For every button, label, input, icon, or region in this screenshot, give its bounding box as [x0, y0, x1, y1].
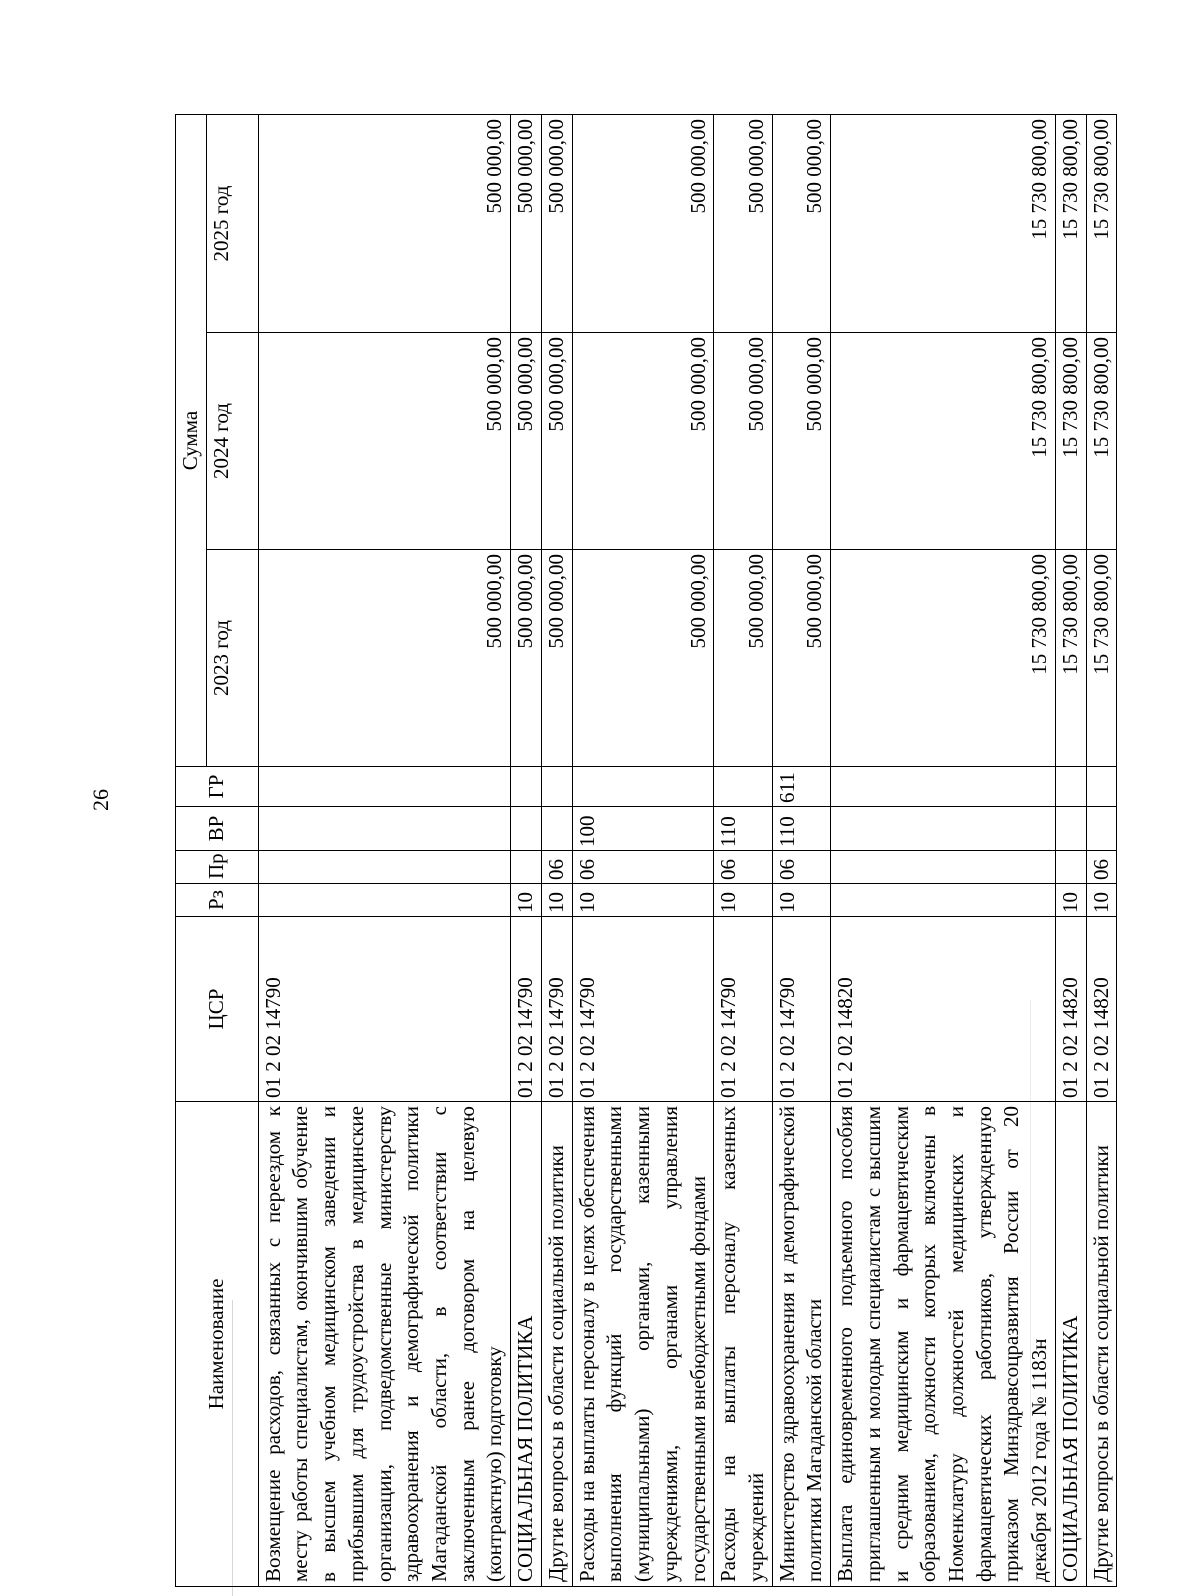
- cell-vr: [258, 807, 510, 851]
- header-sum: Сумма: [176, 114, 207, 766]
- cell-rz: 10: [1086, 884, 1117, 917]
- cell-name: Министерство здравоохранения и демографической политики Магаданской области: [772, 1102, 830, 1587]
- cell-csr: 01 2 02 14790: [772, 917, 830, 1102]
- cell-csr: 01 2 02 14790: [541, 917, 572, 1102]
- cell-2023: 500 000,00: [511, 550, 542, 767]
- cell-rz: 10: [714, 884, 772, 917]
- cell-csr: 01 2 02 14790: [572, 917, 714, 1102]
- cell-name: Расходы на выплаты персоналу казенных учреждений: [714, 1102, 772, 1587]
- cell-pr: [831, 851, 1056, 884]
- budget-table: [175, 114, 1117, 1587]
- cell-gr: [831, 767, 1056, 807]
- cell-2025: 500 000,00: [541, 114, 572, 332]
- table-body: [258, 114, 1117, 1586]
- header-csr: ЦСР: [176, 917, 259, 1102]
- cell-csr: 01 2 02 14790: [714, 917, 772, 1102]
- cell-csr: 01 2 02 14790: [511, 917, 542, 1102]
- table-row: [258, 114, 510, 1586]
- cell-pr: [1055, 851, 1086, 884]
- cell-name: Возмещение расходов, связанных с переездом к месту работы специалистам, окончившим обучение в высшем учебном медицинском заведении и прибывшим для трудоустройства в медицинские организации, подведомственные министерству здравоохранения и демографической политики Магаданской области, в соответствии с заключенным ранее договором на целевую (контрактную) подготовку: [258, 1102, 510, 1587]
- cell-2023: 500 000,00: [258, 550, 510, 767]
- header-vr: ВР: [176, 807, 259, 851]
- cell-name: Расходы на выплаты персоналу в целях обеспечения выполнения функций государственными (муниципальными) органами, казенными учреждениями, органами управления государственными внебюджетными фондами: [572, 1102, 714, 1587]
- cell-pr: [511, 851, 542, 884]
- cell-pr: 06: [772, 851, 830, 884]
- cell-gr: [541, 767, 572, 807]
- header-rz: Рз: [176, 884, 259, 917]
- rotated-table-container: [175, 115, 1113, 1587]
- cell-csr: 01 2 02 14820: [1055, 917, 1086, 1102]
- cell-pr: 06: [572, 851, 714, 884]
- table-row: [714, 114, 772, 1586]
- table-row: [1086, 114, 1117, 1586]
- cell-rz: 10: [1055, 884, 1086, 917]
- cell-rz: [831, 884, 1056, 917]
- cell-2024: 15 730 800,00: [1086, 333, 1117, 550]
- cell-gr: [1055, 767, 1086, 807]
- cell-csr: 01 2 02 14790: [258, 917, 510, 1102]
- table-row: [1055, 114, 1086, 1586]
- cell-rz: 10: [511, 884, 542, 917]
- cell-2024: 500 000,00: [772, 333, 830, 550]
- cell-vr: [1055, 807, 1086, 851]
- cell-gr: [714, 767, 772, 807]
- cell-2023: 15 730 800,00: [1055, 550, 1086, 767]
- cell-2023: 500 000,00: [772, 550, 830, 767]
- cell-csr: 01 2 02 14820: [1086, 917, 1117, 1102]
- cell-gr: [511, 767, 542, 807]
- cell-2025: 500 000,00: [572, 114, 714, 332]
- cell-rz: [258, 884, 510, 917]
- table-row: [831, 114, 1056, 1586]
- header-2024: 2024 год: [206, 333, 258, 550]
- cell-csr: 01 2 02 14820: [831, 917, 1056, 1102]
- header-pr: Пр: [176, 851, 259, 884]
- cell-vr: 110: [772, 807, 830, 851]
- cell-2024: 500 000,00: [572, 333, 714, 550]
- cell-rz: 10: [772, 884, 830, 917]
- page-number: 26: [88, 789, 113, 811]
- cell-pr: 06: [541, 851, 572, 884]
- cell-2024: 15 730 800,00: [831, 333, 1056, 550]
- cell-2023: 15 730 800,00: [831, 550, 1056, 767]
- cell-2025: 500 000,00: [258, 114, 510, 332]
- cell-vr: 100: [572, 807, 714, 851]
- cell-2025: 15 730 800,00: [831, 114, 1056, 332]
- cell-2023: 500 000,00: [541, 550, 572, 767]
- header-gr: ГР: [176, 767, 259, 807]
- cell-name: Выплата единовременного подъемного пособия приглашенным и молодым специалистам с высшим и средним медицинским и фармацевтическим образованием, должности которых включены в Номенклатуру должностей медицинских и фармацевтических работников, утвержденную приказом Минздравсоцразвития России от 20 декабря 2012 года № 1183н: [831, 1102, 1056, 1587]
- header-2025: 2025 год: [206, 114, 258, 332]
- cell-2025: 15 730 800,00: [1086, 114, 1117, 332]
- cell-2023: 500 000,00: [714, 550, 772, 767]
- cell-rz: 10: [572, 884, 714, 917]
- cell-pr: [258, 851, 510, 884]
- cell-2025: 15 730 800,00: [1055, 114, 1086, 332]
- cell-2024: 500 000,00: [541, 333, 572, 550]
- cell-name: СОЦИАЛЬНАЯ ПОЛИТИКА: [511, 1102, 542, 1587]
- cell-vr: [1086, 807, 1117, 851]
- cell-name: СОЦИАЛЬНАЯ ПОЛИТИКА: [1055, 1102, 1086, 1587]
- cell-gr: [1086, 767, 1117, 807]
- cell-2025: 500 000,00: [772, 114, 830, 332]
- header-2023: 2023 год: [206, 550, 258, 767]
- cell-vr: [831, 807, 1056, 851]
- cell-2024: 500 000,00: [258, 333, 510, 550]
- cell-2023: 500 000,00: [572, 550, 714, 767]
- cell-vr: [511, 807, 542, 851]
- cell-2024: 15 730 800,00: [1055, 333, 1086, 550]
- cell-name: Другие вопросы в области социальной политики: [1086, 1102, 1117, 1587]
- cell-2024: 500 000,00: [511, 333, 542, 550]
- table-row: [772, 114, 830, 1586]
- cell-vr: 110: [714, 807, 772, 851]
- cell-pr: 06: [1086, 851, 1117, 884]
- cell-2025: 500 000,00: [511, 114, 542, 332]
- cell-2024: 500 000,00: [714, 333, 772, 550]
- cell-gr: 611: [772, 767, 830, 807]
- cell-name: Другие вопросы в области социальной политики: [541, 1102, 572, 1587]
- cell-2025: 500 000,00: [714, 114, 772, 332]
- cell-rz: 10: [541, 884, 572, 917]
- header-name: Наименование: [176, 1102, 259, 1587]
- cell-pr: 06: [714, 851, 772, 884]
- table-row: [572, 114, 714, 1586]
- cell-gr: [572, 767, 714, 807]
- table-row: [541, 114, 572, 1586]
- cell-2023: 15 730 800,00: [1086, 550, 1117, 767]
- table-row: [511, 114, 542, 1586]
- cell-gr: [258, 767, 510, 807]
- cell-vr: [541, 807, 572, 851]
